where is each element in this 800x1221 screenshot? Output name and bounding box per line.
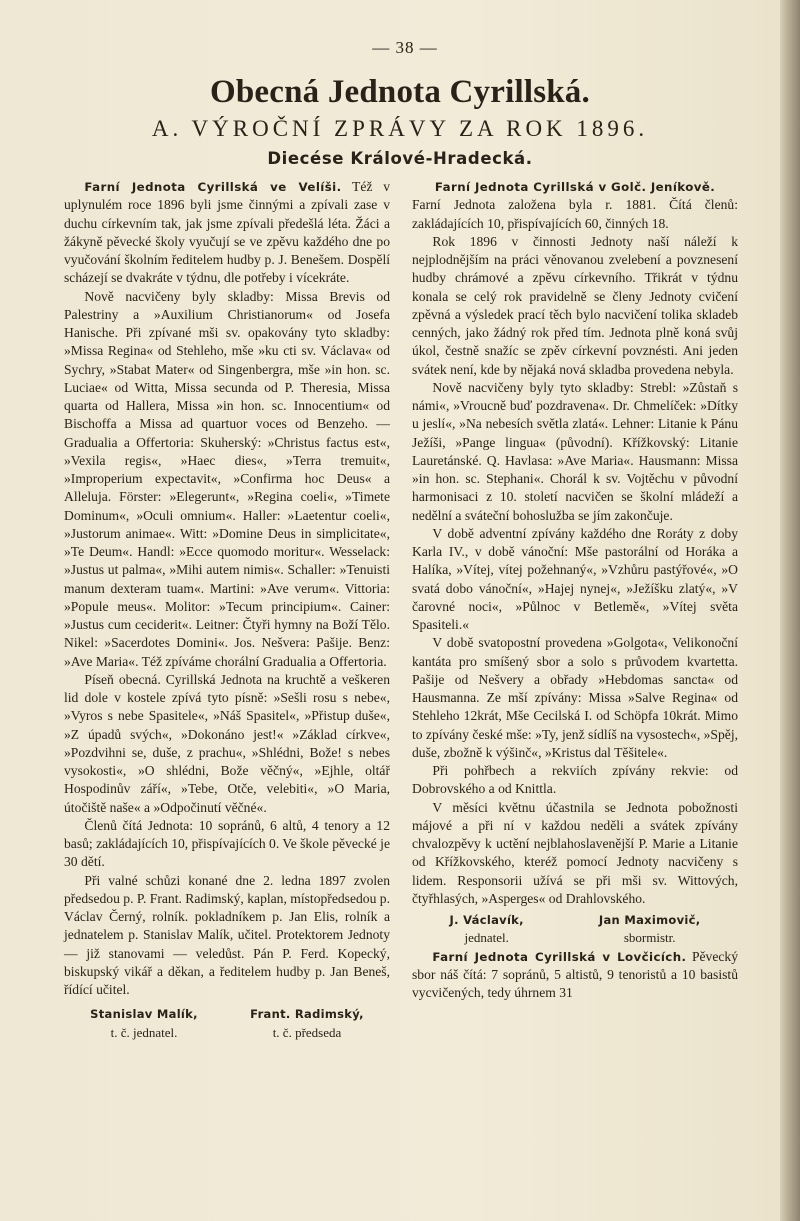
paragraph: V době adventní zpívány každého dne Roráty z doby Karla IV., v době vánoční: Mše pastorální od Horáka a Halíka, »Vítej, vítej požehnaný«, »Vzhůru pastýřové«, »O svatá dobo vánoční«, »Hajej nynej«, »Ježíšku zlatý«, »V čarovné noci«, »Půlnoc v Betlemě«, »Vítej světa Spasiteli.« bbox=[412, 525, 738, 632]
signatures bbox=[412, 911, 738, 948]
signature-name: Jan Maximovič, bbox=[598, 913, 701, 927]
signature-name: Frant. Radimský, bbox=[250, 1007, 364, 1022]
paragraph: Farní Jednota Cyrillská ve Velíši. Též v uplynulém roce 1896 byli jsme činnými a zpívali zase v duchu církevním tak, jak jsme zpívali předešlá léta. Žáci a žákyně pěvecké školy vyučují se ve zpěvu každého dne po vyučování školním ředitelem hudby p. J. Benešem. Dospělí scházejí se dvakráte v týdnu, dle potřeby i vícekráte. bbox=[64, 179, 390, 286]
paragraph: Farní Jednota Cyrillská v Lovčicích. Pěvecký sbor náš čítá: 7 sopránů, 5 altistů, 9 tenoristů a 10 basistů vycvičených, tedy úhrnem 31 bbox=[412, 948, 738, 1000]
signature bbox=[250, 1005, 364, 1042]
paragraph: V době svatopostní provedena »Golgota«, Velikonoční kantáta pro smíšený sbor a solo s průvodem kvartetta. Pašije od Nešvery a obřady »Hebdomas sancta« od Hausmanna. Ze mší zpívány: Missa »Salve Regina« od Stehleho 12krát, Mše Cecilská I. od Schöpfa 10krát. Mimo to zpívány české mše: »Ty, jenž sídlíš na vysostech«, »Spěj, duše, zbožně k výšinč«, »Kristus dal Těšitele«. bbox=[412, 635, 738, 760]
page-edge bbox=[780, 0, 800, 1221]
diocese-heading: Diecése Králové-Hradecká. bbox=[267, 149, 533, 168]
section-heading: Farní Jednota Cyrillská v Lovčicích. bbox=[432, 949, 687, 964]
right-column bbox=[412, 178, 738, 1002]
page-number: — 38 — bbox=[372, 38, 438, 57]
section-heading: Farní Jednota Cyrillská ve Velíši. bbox=[84, 180, 342, 194]
signature-role: t. č. předseda bbox=[272, 1024, 342, 1040]
signatures bbox=[64, 1005, 390, 1042]
paragraph: Při pohřbech a rekviích zpívány rekvie: od Dobrovského a od Knittla. bbox=[412, 763, 738, 797]
signature-role: sbormistr. bbox=[623, 930, 676, 946]
signature bbox=[599, 911, 701, 948]
paragraph: Členů čítá Jednota: 10 sopránů, 6 altů, 4 tenory a 12 basů; zakládajících 10, přispívajících 0. Ve škole pěvecké je 30 dětí. bbox=[64, 817, 390, 870]
paragraph: V měsíci květnu účastnila se Jednota pobožnosti májové a při ní v každou neděli a svátek zpívány chvalozpěvy k uctění nejblahoslavenější P. Marie a Litanie od Křížkovského, kteréž pomocí Jednoty nacvičeny s lidem. Responsorii užívá se při mši sv. Wittových, čtyřhlasých, »Asperges« od Drahlovského. bbox=[412, 799, 738, 906]
paragraph: Rok 1896 v činnosti Jednoty naší náleží k nejplodnějším na práci věnovanou zvelebení a povznesení hudby chrámové a zpěvu církevního. Třikrát v týdnu konala se celý rok pravidelně se členy Jednoty cvičení zpěvná a výsledek prací těch bylo nacvičení tolika skladeb cenných, jako žádný rok před tím. Jednota plně koná svůj úkol, čestně snažíc se zpěv církevní povznésti. Ani jeden svátek není, kde by nějaká nová skladba provedena nebyla. bbox=[412, 233, 738, 377]
paragraph: Nově nacvičeny byly skladby: Missa Brevis od Palestriny a »Auxilium Christianorum« od Josefa Hanische. Při zpívané mši sv. opakovány tyto skladby: »Missa Regina« od Stehleho, mše »ku cti sv. Václava« od Sychry, »Stabat Mater« od Singenbergra, mše »in hon. sc. Luciae« od Witta, Missa secunda od P. Theresia, Missa quarta od Hallera, Missa »in hon. sc. Innocentium« od Bischoffa a Missa ad quartuor voces od Benzeho. — Gradualia a Offertoria: Skuherský: »Christus factus est«, »Vexila regis«, »Haec dies«, »Terra tremuit«, »Improperium expectavit«, »Confirma hoc Deus« a Alleluja. Förster: »Elegerunt«, »Regina coeli«, »Timete Dominum«, »Oculi omnium«. Haller: »Laetentur coeli«, »Justorum animae«. Witt: »Domine Deus in simplicitate«, »Te Deum«. Handl: »Ecce quomodo moritur«. Wesselack: »Justus ut palma«, »Mihi autem nimis«. Schaller: »Tenuisti manum dexteram tuam«. Martini: »Ave verum«. Vittoria: »Popule meus«. Molitor: »Tecum principium«. Cainer: »Justus cum ceciderit«. Leitner: Čtyři hymny na Boží Tělo. Nikel: »Sacerdotes Domini«. Jos. Nešvera: Pašije. Benz: »Ave Maria«. Též zpíváme chorální Gradualia a Offertoria. bbox=[64, 288, 390, 669]
signature-role: t. č. jednatel. bbox=[110, 1024, 178, 1040]
signature-role: jednatel. bbox=[464, 930, 509, 946]
page-subtitle: A. VÝROČNÍ ZPRÁVY ZA ROK 1896. bbox=[151, 116, 649, 141]
signature-name: J. Václavík, bbox=[449, 913, 524, 927]
paragraph: Nově nacvičeny byly tyto skladby: Strebl: »Zůstaň s námi«, »Vroucně buď pozdravena«. Dr. Chmelíček: »Dítky u jeslí«, »Na nebesích světla zlatá«. Lehner: Litanie k Pánu Ježíši, »Pange lingua« (původní). Křížkovský: Litanie Lauretánské. Q. Havlasa: »Ave Maria«. Hausmann: Missa »in hon. sc. Stephani«. Chorál k sv. Vojtěchu v původní harmonisaci z 10. století nacvičen se školní mládeží a nedělní a sváteční bohoslužba se jím zakončuje. bbox=[412, 379, 738, 523]
section-heading: Farní Jednota Cyrillská v Golč. Jeníkově. bbox=[434, 180, 716, 194]
signature bbox=[90, 1005, 198, 1042]
paragraph: Farní Jednota založena byla r. 1881. Čítá členů: zakládajících 10, přispívajících 60, činných 18. bbox=[412, 197, 738, 231]
page-title: Obecná Jednota Cyrillská. bbox=[210, 74, 590, 110]
signature-name: Stanislav Malík, bbox=[90, 1007, 198, 1022]
signature bbox=[450, 911, 524, 948]
left-column bbox=[64, 178, 390, 1042]
section-heading-line bbox=[412, 178, 738, 196]
paragraph: Při valné schůzi konané dne 2. ledna 1897 zvolen předsedou p. P. Frant. Radimský, kaplan, místopředsedou p. Václav Černý, rolník. pokladníkem p. Jan Elis, rolník a jednatelem p. Stanislav Malík, učitel. Protektorem Jednoty — již stanovami — veledůst. Pán P. Ferd. Kopecký, biskupský vikář a děkan, a ředitelem hudby p. Jan Beneš, řídící učitel. bbox=[64, 872, 390, 997]
paragraph: Píseň obecná. Cyrillská Jednota na kruchtě a veškeren lid dole v kostele zpívá tyto písně: »Sešli rosu s nebe«, »Vyros s nebe Spasitele«, »Náš Spasitel«, »Přistup duše«, »Z úpadů svých«, »Dokonáno jest!« »Základ církve«, »Pozdvihni se, duše, z prachu«, »Shlédni, Bože! s nebes vysokosti«, »O shlédni, Bože věčný«, »Ejhle, oltář Hospodinův září«, »Tebe, Otče, velebiti«, »O Maria, útočiště naše« a »Odpočinutí věčné«. bbox=[64, 671, 390, 815]
